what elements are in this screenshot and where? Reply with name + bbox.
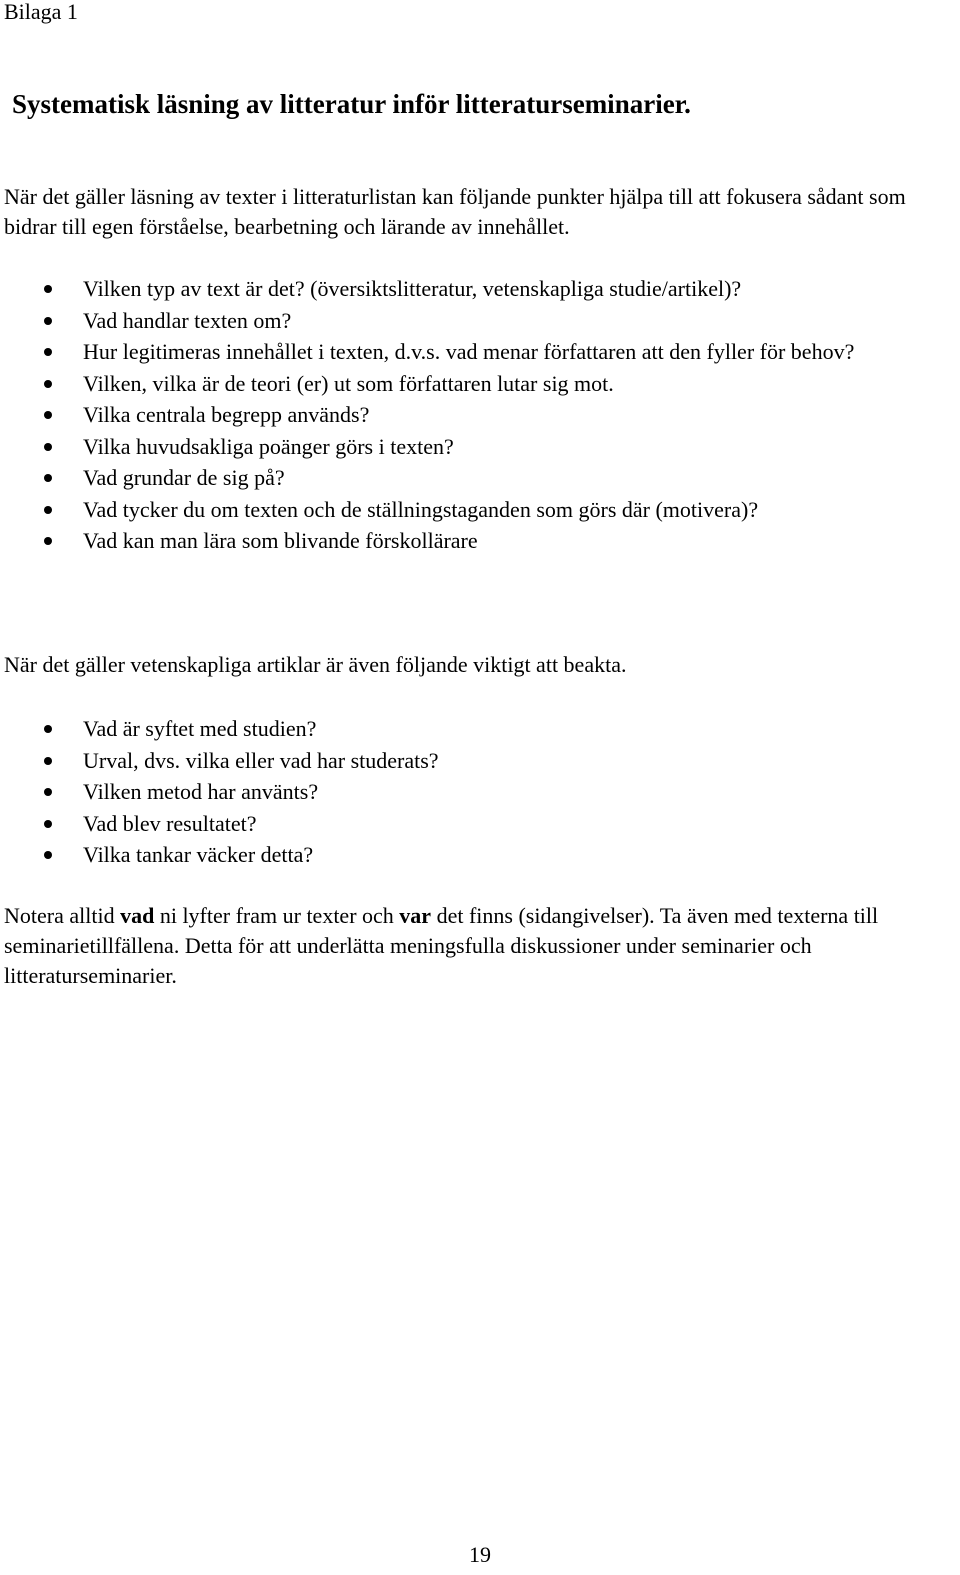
list-item-text: Vad är syftet med studien? xyxy=(83,716,317,741)
closing-text-part1: Notera alltid xyxy=(4,903,121,928)
list-item-text: Vilka huvudsakliga poänger görs i texten? xyxy=(83,433,454,459)
closing-emphasis-what: vad xyxy=(120,903,155,928)
list-item-text: Vilken typ av text är det? (översiktslitteratur, vetenskapliga studie/artikel)? xyxy=(83,276,742,301)
bullet-icon xyxy=(44,725,52,733)
bullet-icon xyxy=(44,348,52,356)
bullet-icon xyxy=(44,380,52,388)
bullet-icon xyxy=(44,285,52,293)
list-item xyxy=(0,462,940,494)
list-item-text: Vad kan man lära som blivande förskollärare xyxy=(83,528,478,553)
closing-paragraph xyxy=(4,901,954,991)
list-item-text: Vilken, vilka är de teori (er) ut som författaren lutar sig mot. xyxy=(83,370,614,396)
bullet-icon xyxy=(44,506,52,514)
article-questions-list xyxy=(0,713,940,871)
list-item-text: Vilken metod har använts? xyxy=(83,779,319,804)
list-item-text: Vad handlar texten om? xyxy=(83,307,292,333)
bullet-icon xyxy=(44,788,52,796)
list-item xyxy=(0,336,940,368)
closing-text-part3: det finns (sidangivelser). Ta även med texterna till seminarietillfällena. Detta för att underlätta meningsfulla diskussioner under seminarier och litteraturseminarier. xyxy=(4,903,879,988)
bullet-icon xyxy=(44,443,52,451)
list-item xyxy=(0,273,940,305)
reading-questions-list xyxy=(0,273,940,557)
list-item xyxy=(0,839,940,871)
list-item xyxy=(0,525,940,557)
list-item-text: Vad blev resultatet? xyxy=(83,810,257,836)
list-item xyxy=(0,431,940,463)
list-item-text: Vad grundar de sig på? xyxy=(83,465,285,490)
bullet-icon xyxy=(44,537,52,545)
annex-label: Bilaga 1 xyxy=(4,0,78,24)
list-item xyxy=(0,494,940,526)
closing-emphasis-where: var xyxy=(399,903,432,928)
list-item xyxy=(0,713,940,745)
list-item xyxy=(0,776,940,808)
document-title: Systematisk läsning av litteratur inför litteraturseminarier. xyxy=(12,89,691,119)
list-item xyxy=(0,368,940,400)
bullet-icon xyxy=(44,851,52,859)
intro-paragraph: När det gäller läsning av texter i litteraturlistan kan följande punkter hjälpa till att fokusera sådant som bidrar till egen förståelse, bearbetning och lärande av innehållet. xyxy=(4,184,906,239)
bullet-icon xyxy=(44,820,52,828)
closing-text-part2: ni lyfter fram ur texter och xyxy=(154,903,400,928)
list-item xyxy=(0,305,940,337)
list-item xyxy=(0,399,940,431)
list-item xyxy=(0,745,940,777)
page-number: 19 xyxy=(469,1542,491,1567)
list-item-text: Vilka centrala begrepp används? xyxy=(83,402,370,427)
list-item-text: Hur legitimeras innehållet i texten, d.v.s. vad menar författaren att den fyller för behov? xyxy=(83,339,855,364)
articles-intro-paragraph: När det gäller vetenskapliga artiklar är även följande viktigt att beakta. xyxy=(4,652,627,677)
bullet-icon xyxy=(44,474,52,482)
bullet-icon xyxy=(44,411,52,419)
bullet-icon xyxy=(44,317,52,325)
list-item-text: Urval, dvs. vilka eller vad har studerats? xyxy=(83,747,439,773)
bullet-icon xyxy=(44,757,52,765)
list-item-text: Vad tycker du om texten och de ställningstaganden som görs där (motivera)? xyxy=(83,496,759,522)
list-item-text: Vilka tankar väcker detta? xyxy=(83,842,314,867)
list-item xyxy=(0,808,940,840)
